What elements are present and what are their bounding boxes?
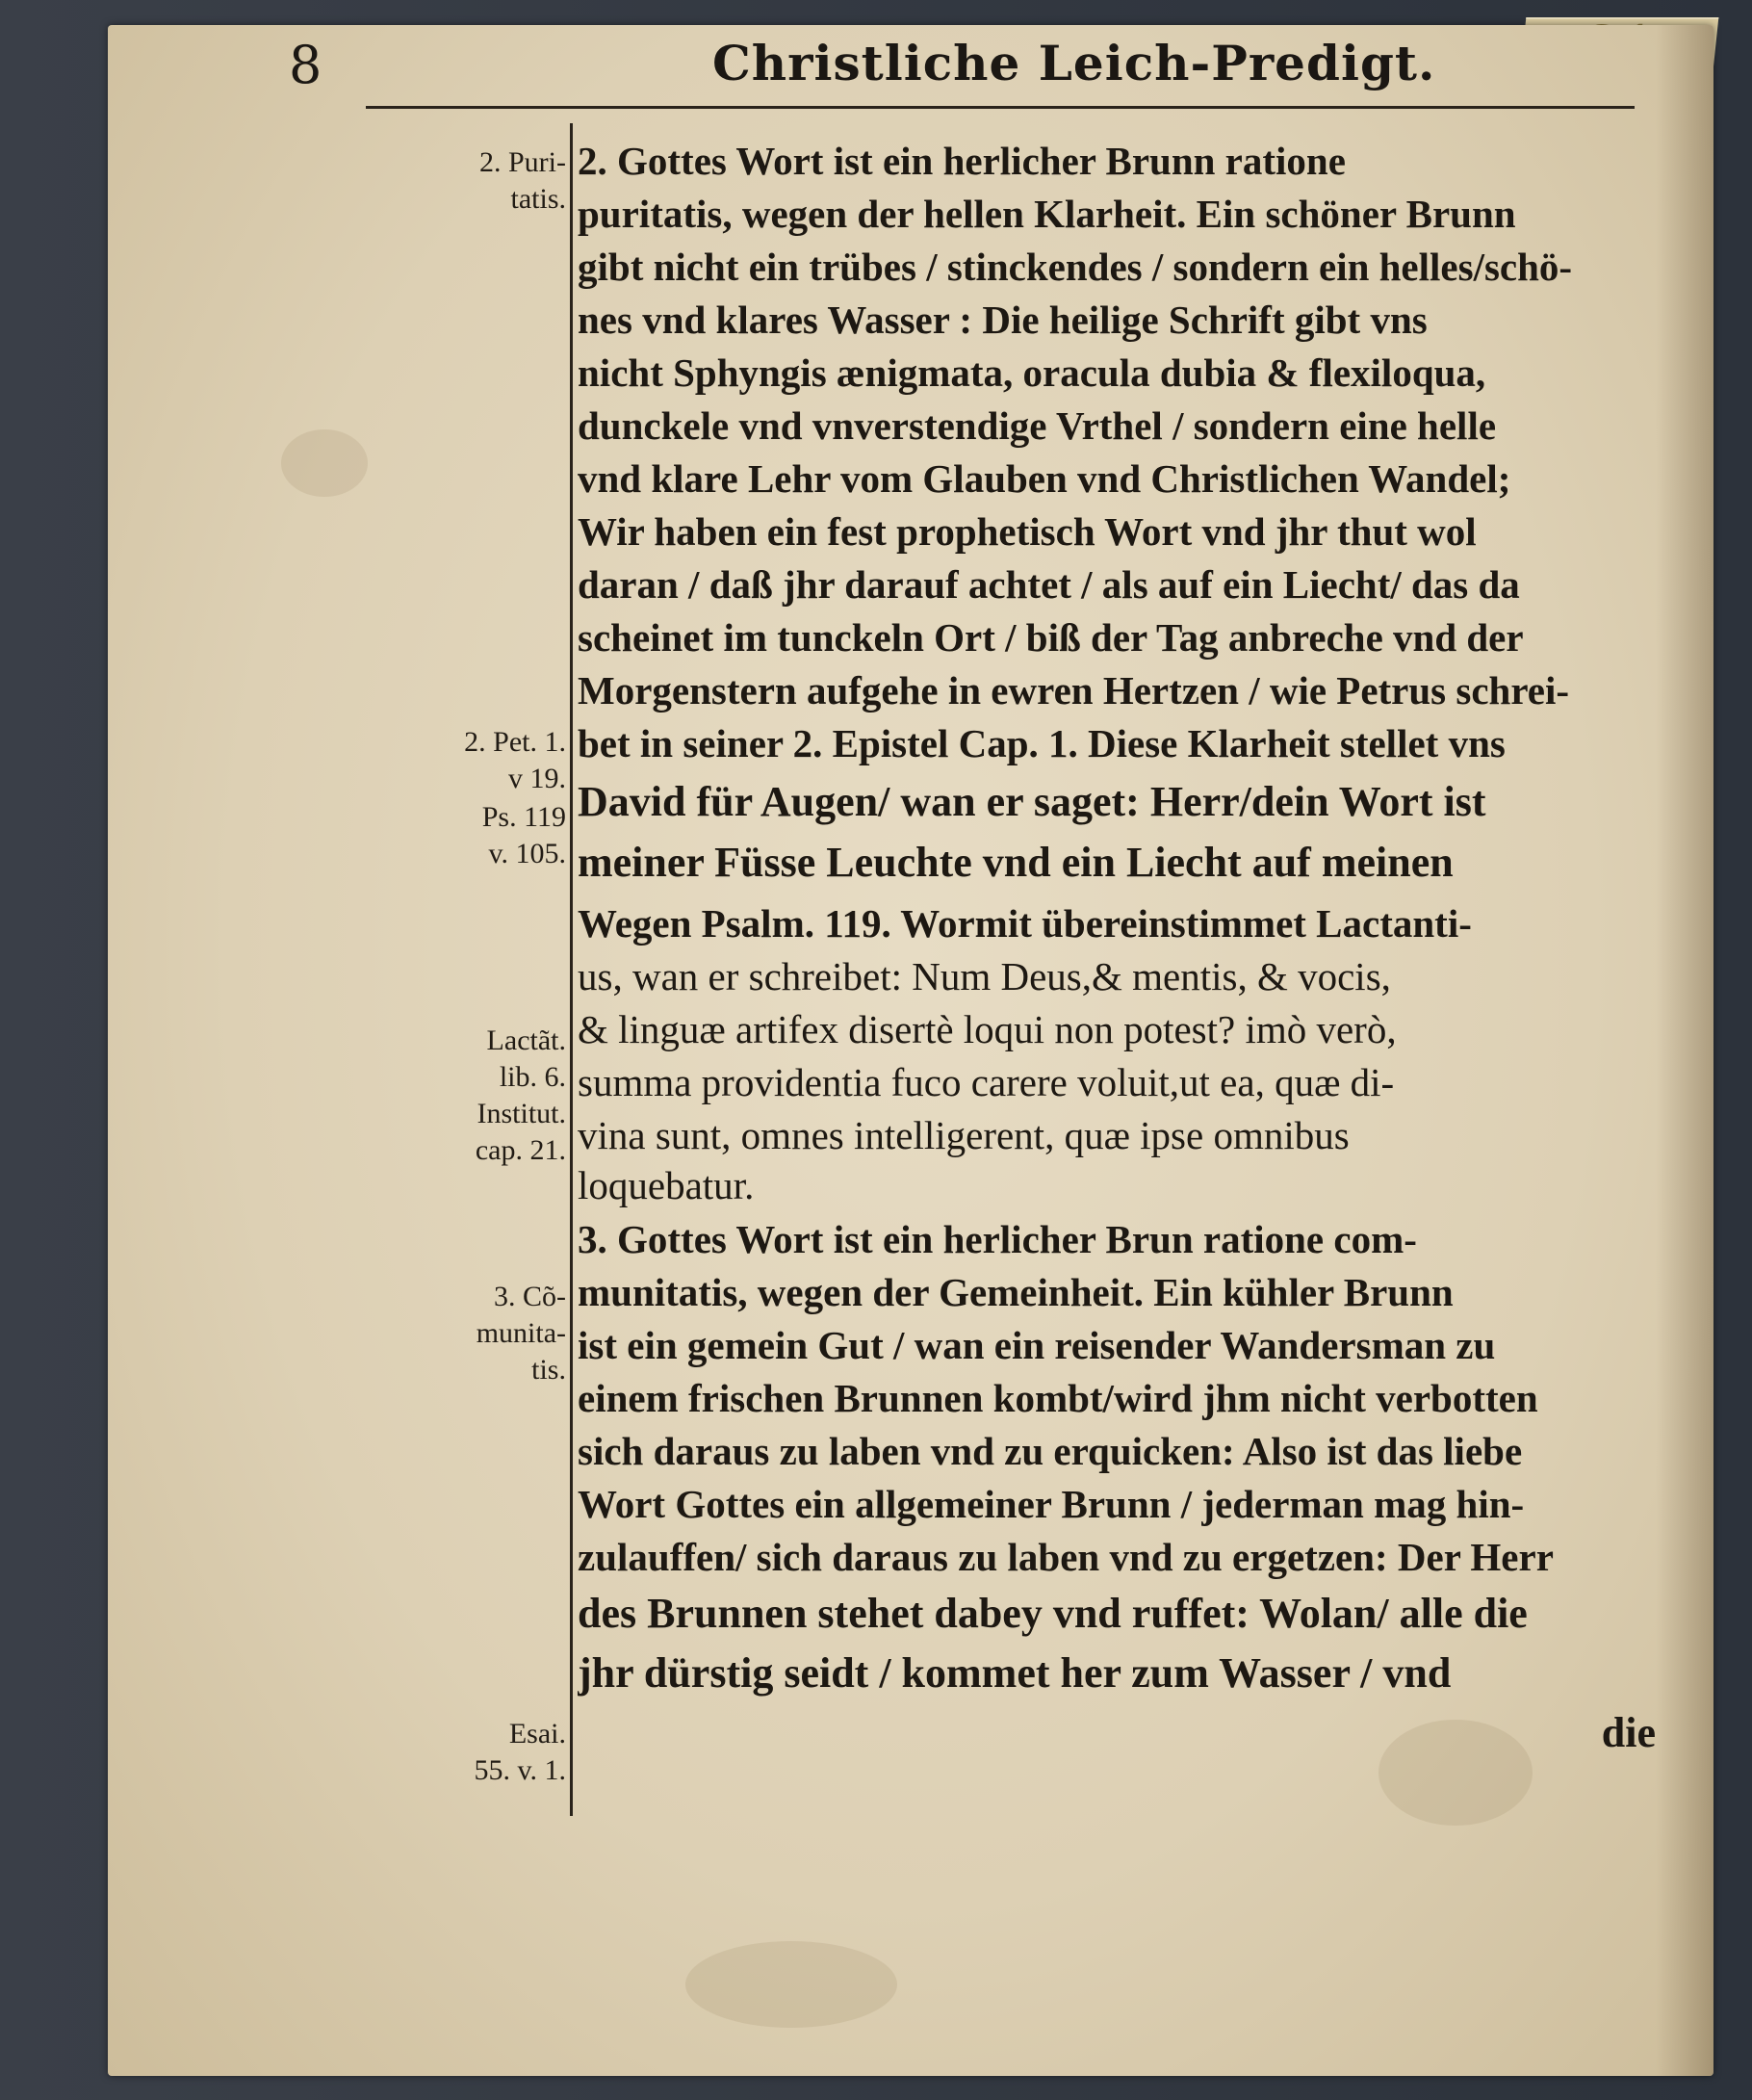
text-line: meiner Füsse Leuchte vnd ein Liecht auf meinen: [578, 839, 1454, 886]
text-line: munitatis, wegen der Gemeinheit. Ein kühler Brunn: [578, 1270, 1454, 1314]
text-line: ist ein gemein Gut / wan ein reisender Wandersman zu: [578, 1323, 1496, 1367]
text-line: Wort Gottes ein allgemeiner Brunn / jederman mag hin-: [578, 1482, 1525, 1526]
running-head: Christliche Leich-Predigt.: [712, 35, 1436, 91]
text-line: daran / daß jhr darauf achtet / als auf ein Liecht/ das da: [578, 562, 1520, 607]
margin-note: 2. Pet. 1. v 19.: [464, 726, 566, 794]
text-line: puritatis, wegen der hellen Klarheit. Ein schöner Brunn: [578, 192, 1516, 236]
text-line: sich daraus zu laben vnd zu erquicken: Also ist das liebe: [578, 1429, 1523, 1473]
text-line: Wegen Psalm. 119. Wormit übereinstimmet Lactanti-: [578, 901, 1472, 946]
margin-note: Lactãt. lib. 6. Institut. cap. 21.: [475, 1024, 566, 1166]
text-line: bet in seiner 2. Epistel Cap. 1. Diese Klarheit stellet vns: [578, 721, 1506, 765]
margin-note: Esai. 55. v. 1.: [474, 1718, 566, 1786]
text-line: vina sunt, omnes intelligerent, quæ ipse omnibus: [578, 1113, 1350, 1157]
header-rule: [366, 106, 1635, 109]
text-line: jhr dürstig seidt / kommet her zum Wasser / vnd: [578, 1649, 1452, 1697]
text-line: loquebatur.: [578, 1163, 755, 1207]
margin-note: 2. Puri- tatis.: [479, 146, 566, 215]
text-line: des Brunnen stehet dabey vnd ruffet: Wolan/ alle die: [578, 1590, 1528, 1637]
text-line: David für Augen/ wan er saget: Herr/dein Wort ist: [578, 778, 1486, 825]
margin-note: Ps. 119 v. 105.: [481, 801, 566, 869]
body-text: [578, 135, 1656, 1829]
page-gutter-shadow: [1656, 25, 1713, 2076]
text-line: Wir haben ein fest prophetisch Wort vnd jhr thut wol: [578, 509, 1477, 554]
margin-note: 3. Cõ- munita- tis.: [476, 1281, 566, 1386]
text-line: einem frischen Brunnen kombt/wird jhm nicht verbotten: [578, 1376, 1538, 1420]
text-line: Morgenstern aufgehe in ewren Hertzen / wie Petrus schrei-: [578, 668, 1570, 713]
text-line: 3. Gottes Wort ist ein herlicher Brun ratione com-: [578, 1217, 1417, 1261]
text-line: 2. Gottes Wort ist ein herlicher Brunn ratione: [578, 139, 1346, 183]
page-number: 8: [289, 35, 322, 95]
text-line: nicht Sphyngis ænigmata, oracula dubia & flexiloqua,: [578, 350, 1486, 395]
catchword: die: [1601, 1709, 1656, 1756]
text-line: & linguæ artifex disertè loqui non potest? imò verò,: [578, 1007, 1397, 1051]
text-line: nes vnd klares Wasser : Die heilige Schrift gibt vns: [578, 298, 1428, 342]
text-line: vnd klare Lehr vom Glauben vnd Christlichen Wandel;: [578, 456, 1511, 501]
text-line: dunckele vnd vnverstendige Vrthel / sondern eine helle: [578, 403, 1497, 448]
paper-stain: [685, 1941, 897, 2028]
text-line: zulauffen/ sich daraus zu laben vnd zu ergetzen: Der Herr: [578, 1535, 1554, 1579]
margin-notes: [404, 135, 568, 1829]
text-line: summa providentia fuco carere voluit,ut ea, quæ di-: [578, 1060, 1395, 1104]
text-line: gibt nicht ein trübes / stinckendes / sondern ein helles/schö-: [578, 245, 1573, 289]
text-line: us, wan er schreibet: Num Deus,& mentis, & vocis,: [578, 954, 1391, 998]
text-line: scheinet im tunckeln Ort / biß der Tag anbreche vnd der: [578, 615, 1524, 660]
paper-stain: [281, 429, 368, 497]
margin-divider-rule: [570, 123, 573, 1816]
